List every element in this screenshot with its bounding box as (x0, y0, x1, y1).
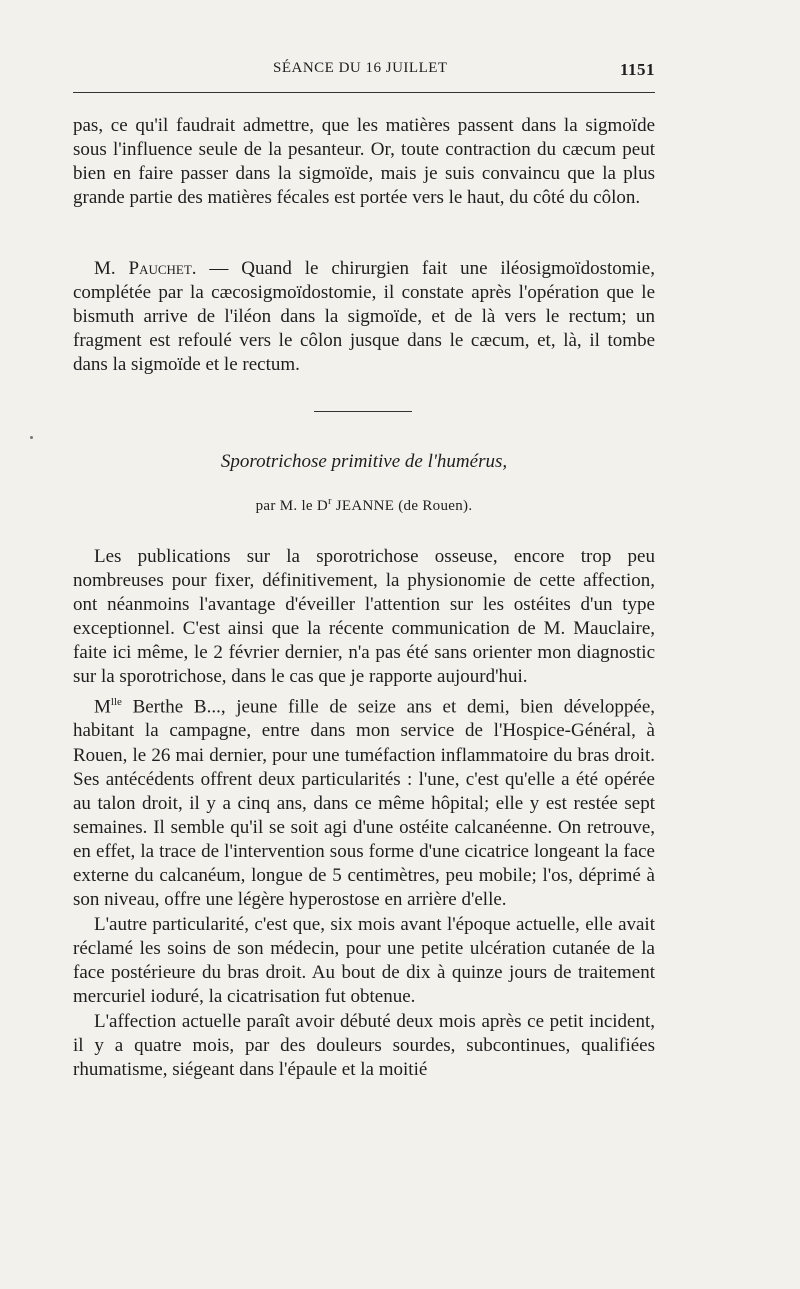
ink-speck (30, 436, 33, 439)
article-body (73, 545, 655, 1082)
paragraph-text: Quand le chirurgien fait une iléosigmoïdostomie, complétée par la cæcosigmoïdostomie, il constate après l'opération que le bismuth arrive de l'iléon dans la sigmoïde, et de là vers le rectum; un fragment est refoulé vers le côlon jusque dans le cæcum, et, là, il tombe dans la sigmoïde et le rectum. (73, 258, 655, 376)
article-paragraph-4: L'affection actuelle paraît avoir débuté deux mois après ce petit incident, il y a quatre mois, par des douleurs sourdes, subcontinues, qualifiées rhumatisme, siégeant dans l'épaule et la moitié (73, 1010, 655, 1080)
section-separator (314, 411, 412, 412)
article-byline: par M. le $D^r$ JEANNE (de Rouen). (255, 496, 473, 514)
paragraph-text: pas, ce qu'il faudrait admettre, que les matières passent dans la sigmoïde sous l'influence seule de la pesanteur. Or, toute contraction du cæcum peut bien en faire passer dans la sigmoïde, mais je suis convaincu que la plus grande partie des matières fécales est portée vers le haut, du côté du côlon. (73, 115, 655, 209)
article-paragraph-2: $M^{lle}$ Berthe B..., jeune fille de seize ans et demi, bien développée, habitant la campagne, entre dans mon service de l'Hospice-Général, à Rouen, le 26 mai dernier, pour une tuméfaction inflammatoire du bras droit. Ses antécédents offrent deux particularités : l'une, c'est qu'elle a été opérée au talon droit, il y a cinq ans, dans ce même hôpital; elle y est restée sept semaines. Il semble qu'il se soit agi d'une ostéite calcanéenne. On retrouve, en effet, la trace de l'intervention sous forme d'une cicatrice longeant la face externe du calcanéum, longue de 5 centimètres, peu mobile; l'os, déprimé à son niveau, offre une légère hyperostose en arrière d'elle. (73, 696, 655, 911)
header-rule (73, 92, 655, 93)
article-title: Sporotrichose primitive de l'humérus, (220, 451, 508, 472)
article-paragraph-1: Les publications sur la sporotrichose osseuse, encore trop peu nombreuses pour fixer, définitivement, la physionomie de cette affection, ont néanmoins l'avantage d'éveiller l'attention sur les ostéites d'un type exceptionnel. C'est ainsi que la récente communication de M. Mauclaire, faite ici même, le 2 février dernier, n'a pas été sans orienter mon diagnostic sur la sporotrichose, dans le cas que je rapporte aujourd'hui. (73, 546, 655, 688)
discussion-paragraph-1 (73, 114, 655, 210)
running-title: SÉANCE DU 16 JUILLET (273, 60, 448, 76)
speaker-dash: . — (191, 258, 242, 279)
page-number: 1151 (619, 60, 655, 79)
article-paragraph-3: L'autre particularité, c'est que, six mois avant l'époque actuelle, elle avait réclamé les soins de son médecin, pour une petite ulcération cutanée de la face postérieure du bras droit. Au bout de dix à quinze jours de traitement mercuriel ioduré, la cicatrisation fut obtenue. (73, 913, 655, 1008)
speaker-prefix: M. (94, 258, 129, 279)
running-header (73, 60, 655, 84)
discussion-paragraph-2 (73, 257, 655, 377)
speaker-name: Pauchet (128, 258, 192, 279)
